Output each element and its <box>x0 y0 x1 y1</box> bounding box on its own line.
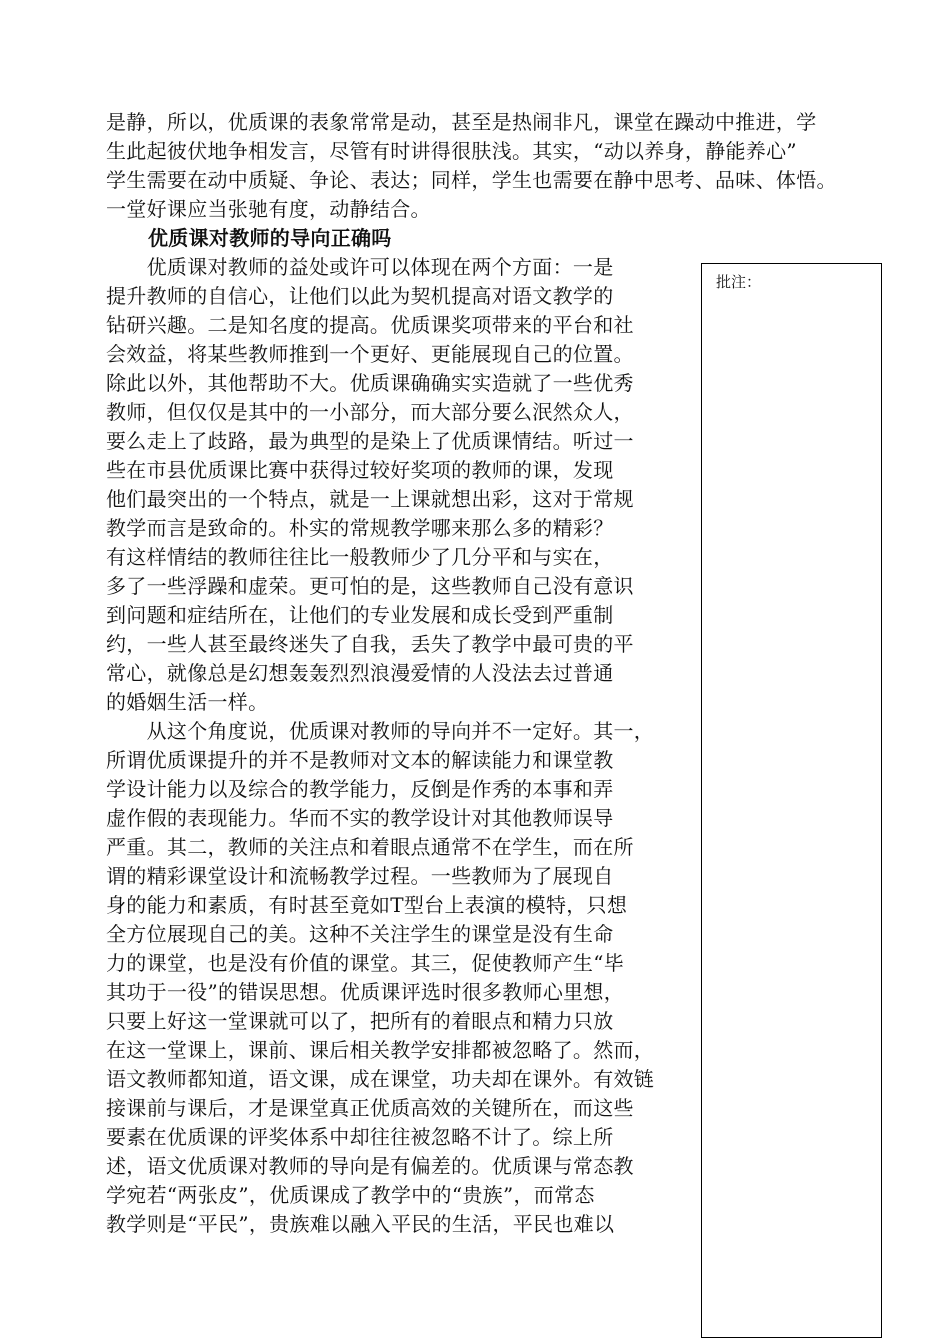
body-line: 要素在优质课的评奖体系中却往往被忽略不计了。综上所 <box>106 1125 614 1149</box>
body-line: 他们最突出的一个特点，就是一上课就想出彩，这对于常规 <box>106 487 634 511</box>
body-line: 教师，但仅仅是其中的一小部分，而大部分要么泯然众人， <box>106 400 634 424</box>
body-line: 学宛若“两张皮”，优质课成了教学中的“贵族”，而常态 <box>106 1183 595 1207</box>
body-line: 只要上好这一堂课就可以了，把所有的着眼点和精力只放 <box>106 1009 614 1033</box>
body-line: 常心，就像总是幻想轰轰烈烈浪漫爱情的人没法去过普通 <box>106 661 614 685</box>
annotation-box <box>701 263 882 1338</box>
body-line: 语文教师都知道，语文课，成在课堂，功夫却在课外。有效链 <box>106 1067 655 1091</box>
top-paragraph-line: 生此起彼伏地争相发言，尽管有时讲得很肤浅。其实，“动以养身，静能养心” <box>106 139 797 163</box>
body-line: 全方位展现自己的美。这种不关注学生的课堂是没有生命 <box>106 922 614 946</box>
body-line: 要么走上了歧路，最为典型的是染上了优质课情结。听过一 <box>106 429 634 453</box>
body-line: 虚作假的表现能力。华而不实的教学设计对其他教师误导 <box>106 806 614 830</box>
body-line: 从这个角度说，优质课对教师的导向并不一定好。其一， <box>106 719 655 743</box>
top-paragraph-line: 是静，所以，优质课的表象常常是动，甚至是热闹非凡，课堂在躁动中推进，学 <box>106 110 817 134</box>
body-line: 接课前与课后，才是课堂真正优质高效的关键所在，而这些 <box>106 1096 634 1120</box>
body-line: 钻研兴趣。二是知名度的提高。优质课奖项带来的平台和社 <box>106 313 634 337</box>
body-line: 所谓优质课提升的并不是教师对文本的解读能力和课堂教 <box>106 748 614 772</box>
body-line: 到问题和症结所在，让他们的专业发展和成长受到严重制 <box>106 603 614 627</box>
body-line: 会效益，将某些教师推到一个更好、更能展现自己的位置。 <box>106 342 634 366</box>
body-line: 多了一些浮躁和虚荣。更可怕的是，这些教师自己没有意识 <box>106 574 634 598</box>
body-line: 力的课堂，也是没有价值的课堂。其三，促使教师产生“毕 <box>106 951 625 975</box>
body-line: 在这一堂课上，课前、课后相关教学安排都被忽略了。然而， <box>106 1038 655 1062</box>
annotation-label: 批注： <box>716 273 762 291</box>
body-line: 些在市县优质课比赛中获得过较好奖项的教师的课，发现 <box>106 458 614 482</box>
body-line: 谓的精彩课堂设计和流畅教学过程。一些教师为了展现自 <box>106 864 614 888</box>
body-line: 其功于一役”的错误思想。优质课评选时很多教师心里想， <box>106 980 625 1004</box>
top-paragraph-line: 一堂好课应当张驰有度，动静结合。 <box>106 197 431 221</box>
body-line: 有这样情结的教师往往比一般教师少了几分平和与实在， <box>106 545 614 569</box>
body-line: 的婚姻生活一样。 <box>106 690 269 714</box>
top-paragraph-line: 学生需要在动中质疑、争论、表达；同样，学生也需要在静中思考、品味、体悟。 <box>106 168 837 192</box>
body-line: 教学而言是致命的。朴实的常规教学哪来那么多的精彩？ <box>106 516 614 540</box>
body-line: 严重。其二，教师的关注点和着眼点通常不在学生，而在所 <box>106 835 634 859</box>
body-line: 身的能力和素质，有时甚至竟如T型台上表演的模特，只想 <box>106 893 628 917</box>
body-line: 教学则是“平民”，贵族难以融入平民的生活，平民也难以 <box>106 1212 615 1236</box>
body-line: 优质课对教师的益处或许可以体现在两个方面：一是 <box>106 255 614 279</box>
section-heading: 优质课对教师的导向正确吗 <box>148 226 392 250</box>
body-line: 学设计能力以及综合的教学能力，反倒是作秀的本事和弄 <box>106 777 614 801</box>
body-line: 除此以外，其他帮助不大。优质课确确实实造就了一些优秀 <box>106 371 634 395</box>
body-line: 约，一些人甚至最终迷失了自我，丢失了教学中最可贵的平 <box>106 632 634 656</box>
body-line: 提升教师的自信心，让他们以此为契机提高对语文教学的 <box>106 284 614 308</box>
body-line: 述，语文优质课对教师的导向是有偏差的。优质课与常态教 <box>106 1154 634 1178</box>
